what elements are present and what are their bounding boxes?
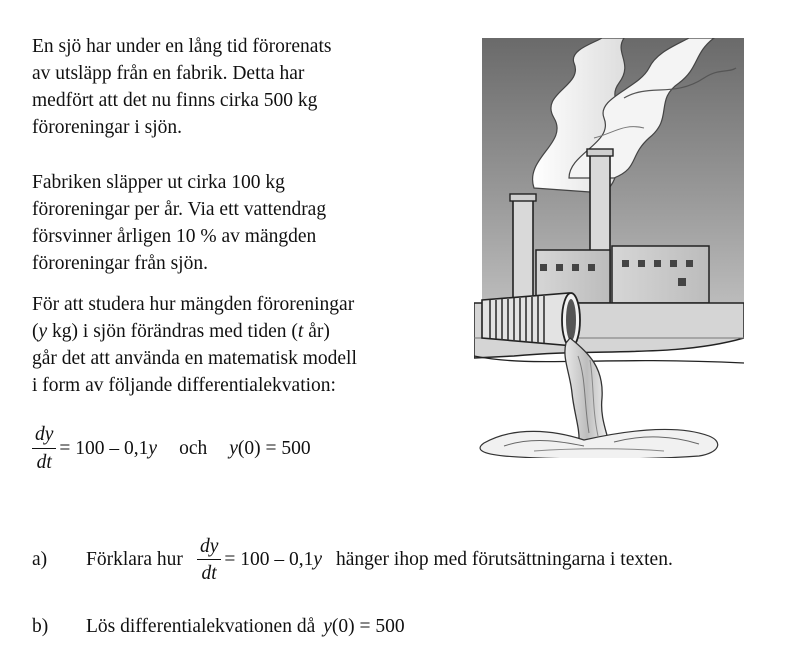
text-fragment: ( bbox=[32, 321, 39, 342]
discharge-pipe bbox=[482, 293, 580, 347]
text-fragment: kg) i sjön förändras med tiden ( bbox=[47, 321, 298, 342]
variable-y: y bbox=[229, 437, 238, 459]
task-text: hänger ihop med förutsättningarna i texten. bbox=[336, 549, 673, 570]
variable-y: y bbox=[148, 437, 158, 459]
derivative-fraction bbox=[197, 537, 221, 584]
text-line: i form av följande differentialekvation: bbox=[32, 375, 336, 396]
equation-connector: och bbox=[179, 437, 208, 459]
text-line: föroreningar från sjön. bbox=[32, 253, 208, 274]
text-fragment: år) bbox=[303, 321, 330, 342]
variable-t: t bbox=[297, 321, 304, 342]
water-stream bbox=[565, 338, 609, 443]
task-body bbox=[86, 537, 673, 584]
text-line: går det att använda en matematisk modell bbox=[32, 348, 357, 369]
task-text: Lös differentialekvationen då bbox=[86, 616, 316, 637]
variable-y: y bbox=[323, 616, 332, 637]
fraction-denominator: dt bbox=[36, 451, 52, 473]
text-line: föroreningar per år. Via ett vattendrag bbox=[32, 199, 327, 220]
task-body bbox=[86, 616, 405, 638]
task-letter: b) bbox=[32, 616, 49, 637]
text-line: försvinner årligen 10 % av mängden bbox=[32, 226, 317, 247]
equation-rhs: = 100 – 0,1 bbox=[59, 437, 149, 459]
initial-condition: (0) = 500 bbox=[237, 437, 311, 459]
equation-rhs: = 100 – 0,1 bbox=[224, 549, 314, 570]
text-line bbox=[32, 318, 357, 345]
variable-y: y bbox=[313, 549, 322, 570]
text-line: av utsläpp från en fabrik. Detta har bbox=[32, 63, 305, 84]
text-line: Fabriken släpper ut cirka 100 kg bbox=[32, 172, 285, 193]
intro-paragraph-3 bbox=[32, 291, 357, 399]
fraction-denominator: dt bbox=[201, 563, 217, 584]
text-line: medfört att det nu finns cirka 500 kg bbox=[32, 90, 318, 111]
text-line: För att studera hur mängden föroreningar bbox=[32, 294, 355, 315]
task-b bbox=[32, 612, 792, 642]
derivative-fraction bbox=[32, 425, 56, 472]
fraction-numerator: dy bbox=[197, 537, 221, 561]
task-letter: a) bbox=[32, 549, 48, 570]
factory-pipe-illustration bbox=[474, 38, 744, 458]
text-line: En sjö har under en lång tid förorenats bbox=[32, 36, 332, 57]
intro-paragraph-1 bbox=[32, 33, 331, 141]
initial-condition: (0) = 500 bbox=[331, 616, 405, 637]
fraction-numerator: dy bbox=[32, 425, 56, 449]
task-a bbox=[32, 535, 792, 585]
task-text: Förklara hur bbox=[86, 549, 183, 570]
intro-paragraph-2 bbox=[32, 169, 326, 277]
variable-y: y bbox=[38, 321, 48, 342]
text-line: föroreningar i sjön. bbox=[32, 117, 183, 138]
differential-equation bbox=[32, 425, 311, 472]
